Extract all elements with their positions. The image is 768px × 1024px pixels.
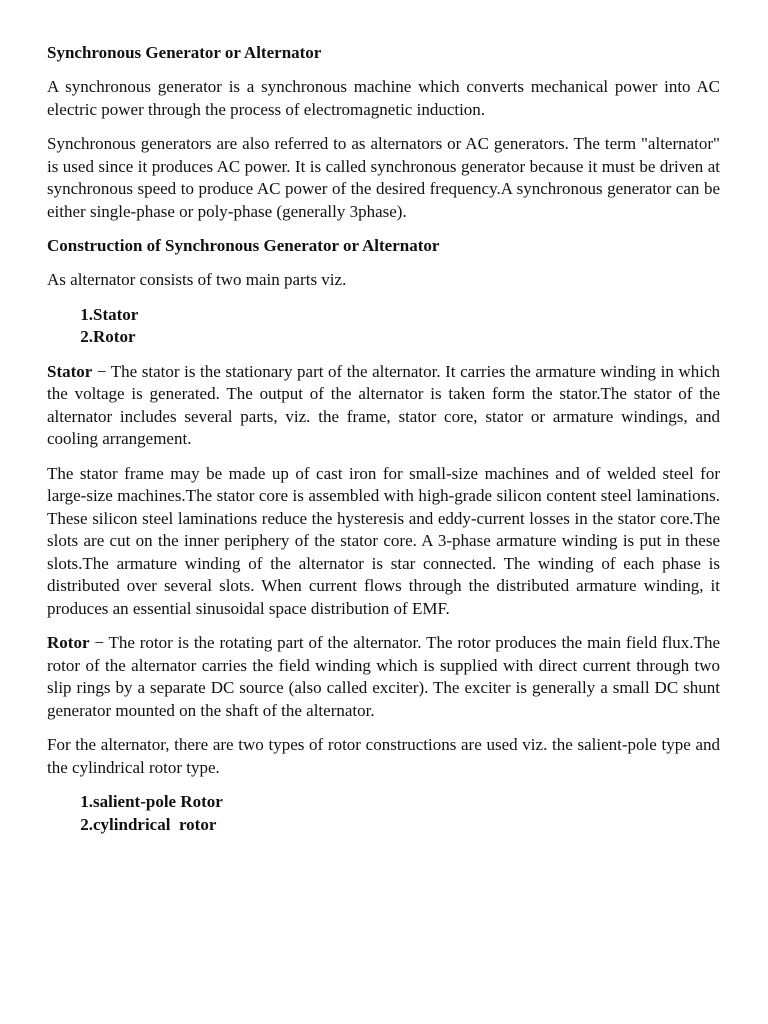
- list-item-text: salient-pole Rotor: [93, 792, 223, 811]
- intro-paragraph-1: A synchronous generator is a synchronous machine which converts mechanical power into AC electric power through the process of electromagnetic induction.: [47, 77, 720, 119]
- rotor-paragraph: [47, 632, 720, 722]
- construction-intro: As alternator consists of two main parts viz.: [47, 270, 347, 289]
- stator-lead: Stator: [47, 361, 93, 381]
- rotor-types-list: [47, 791, 720, 836]
- stator-frame-paragraph: The stator frame may be made up of cast iron for small-size machines and of welded steel for large-size machines.The stator core is assembled with high-grade silicon content steel laminations. These silicon steel laminations reduce the hysteresis and eddy-current losses in the stator core.The slots are cut on the inner periphery of the stator core. A 3-phase armature winding is put in these slots.The armature winding of the alternator is star connected. The winding of each phase is distributed over several slots. When current flows through the distributed armature winding, it produces an essential sinusoidal space distribution of EMF.: [47, 463, 720, 618]
- list-item-number: 2.: [80, 814, 93, 834]
- stator-paragraph: [47, 361, 720, 451]
- parts-list: [47, 304, 720, 349]
- rotor-types-intro: For the alternator, there are two types of rotor constructions are used viz. the salient-pole type and the cylindrical rotor type.: [47, 735, 720, 777]
- rotor-lead: Rotor: [47, 633, 90, 652]
- list-item-number: 1.: [80, 304, 93, 324]
- list-item: [47, 304, 720, 327]
- list-item-number: 1.: [80, 792, 93, 811]
- list-item-text: Stator: [93, 304, 139, 324]
- page-title: Synchronous Generator or Alternator: [47, 43, 322, 62]
- construction-heading: Construction of Synchronous Generator or Alternator: [47, 236, 440, 255]
- list-item: [47, 791, 720, 814]
- intro-paragraph-2: Synchronous generators are also referred to as alternators or AC generators. The term "alternator" is used since it produces AC power. It is called synchronous generator because it must be driven at synchronous speed to produce AC power of the desired frequency.A synchronous generator can be either single-phase or poly-phase (generally 3phase).: [47, 134, 720, 221]
- list-item-number: 2.: [80, 327, 93, 346]
- stator-text: − The stator is the stationary part of the alternator. It carries the armature winding in which the voltage is generated. The output of the alternator is taken form the stator.The stator of the alternator includes several parts, viz. the frame, stator core, stator or armature windings, and cooling arrangement.: [47, 361, 720, 448]
- list-item-text: Rotor: [93, 327, 136, 346]
- list-item: [47, 814, 720, 837]
- rotor-text: − The rotor is the rotating part of the alternator. The rotor produces the main field flux.The rotor of the alternator carries the field winding which is supplied with direct current through two slip rings by a separate DC source (also called exciter). The exciter is generally a small DC shunt generator mounted on the shaft of the alternator.: [47, 633, 720, 720]
- list-item-text: cylindrical rotor: [93, 814, 217, 834]
- list-item: [47, 326, 720, 349]
